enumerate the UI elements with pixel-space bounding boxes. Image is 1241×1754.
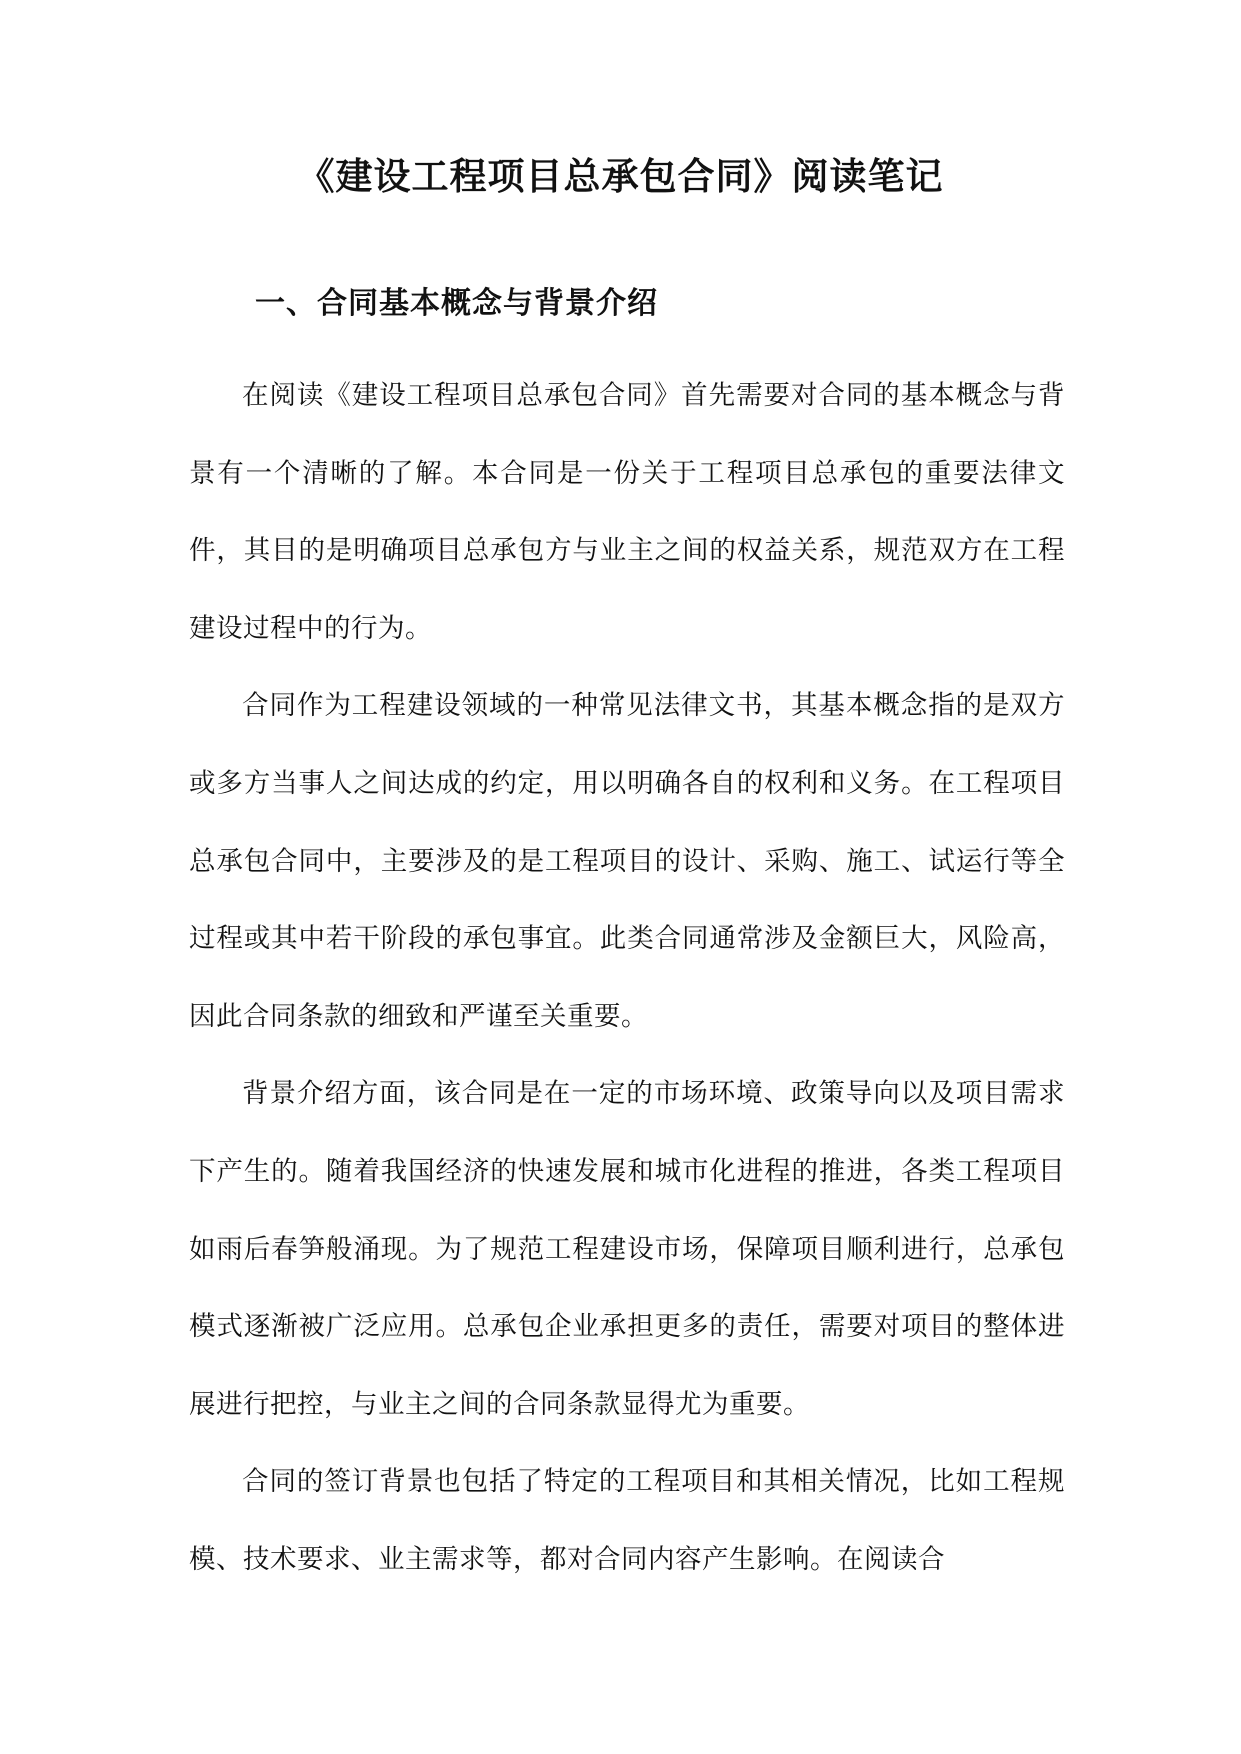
paragraph: 合同的签订背景也包括了特定的工程项目和其相关情况，比如工程规模、技术要求、业主需求等，都对合同内容产生影响。在阅读合: [189, 1466, 1065, 1575]
paragraph: 在阅读《建设工程项目总承包合同》首先需要对合同的基本概念与背景有一个清晰的了解。本合同是一份关于工程项目总承包的重要法律文件，其目的是明确项目总承包方与业主之间的权益关系，规范双方在工程建设过程中的行为。: [189, 380, 1065, 644]
document-body: [189, 357, 1065, 1599]
paragraph: 背景介绍方面，该合同是在一定的市场环境、政策导向以及项目需求下产生的。随着我国经济的快速发展和城市化进程的推进，各类工程项目如雨后春笋般涌现。为了规范工程建设市场，保障项目顺利进行，总承包模式逐渐被广泛应用。总承包企业承担更多的责任，需要对项目的整体进展进行把控，与业主之间的合同条款显得尤为重要。: [189, 1078, 1065, 1420]
section-heading: 一、合同基本概念与背景介绍: [255, 286, 658, 321]
paragraph: 合同作为工程建设领域的一种常见法律文书，其基本概念指的是双方或多方当事人之间达成的约定，用以明确各自的权利和义务。在工程项目总承包合同中，主要涉及的是工程项目的设计、采购、施工、试运行等全过程或其中若干阶段的承包事宜。此类合同通常涉及金额巨大，风险高，因此合同条款的细致和严谨至关重要。: [189, 690, 1065, 1032]
document-title: 《建设工程项目总承包合同》阅读笔记: [297, 154, 944, 198]
